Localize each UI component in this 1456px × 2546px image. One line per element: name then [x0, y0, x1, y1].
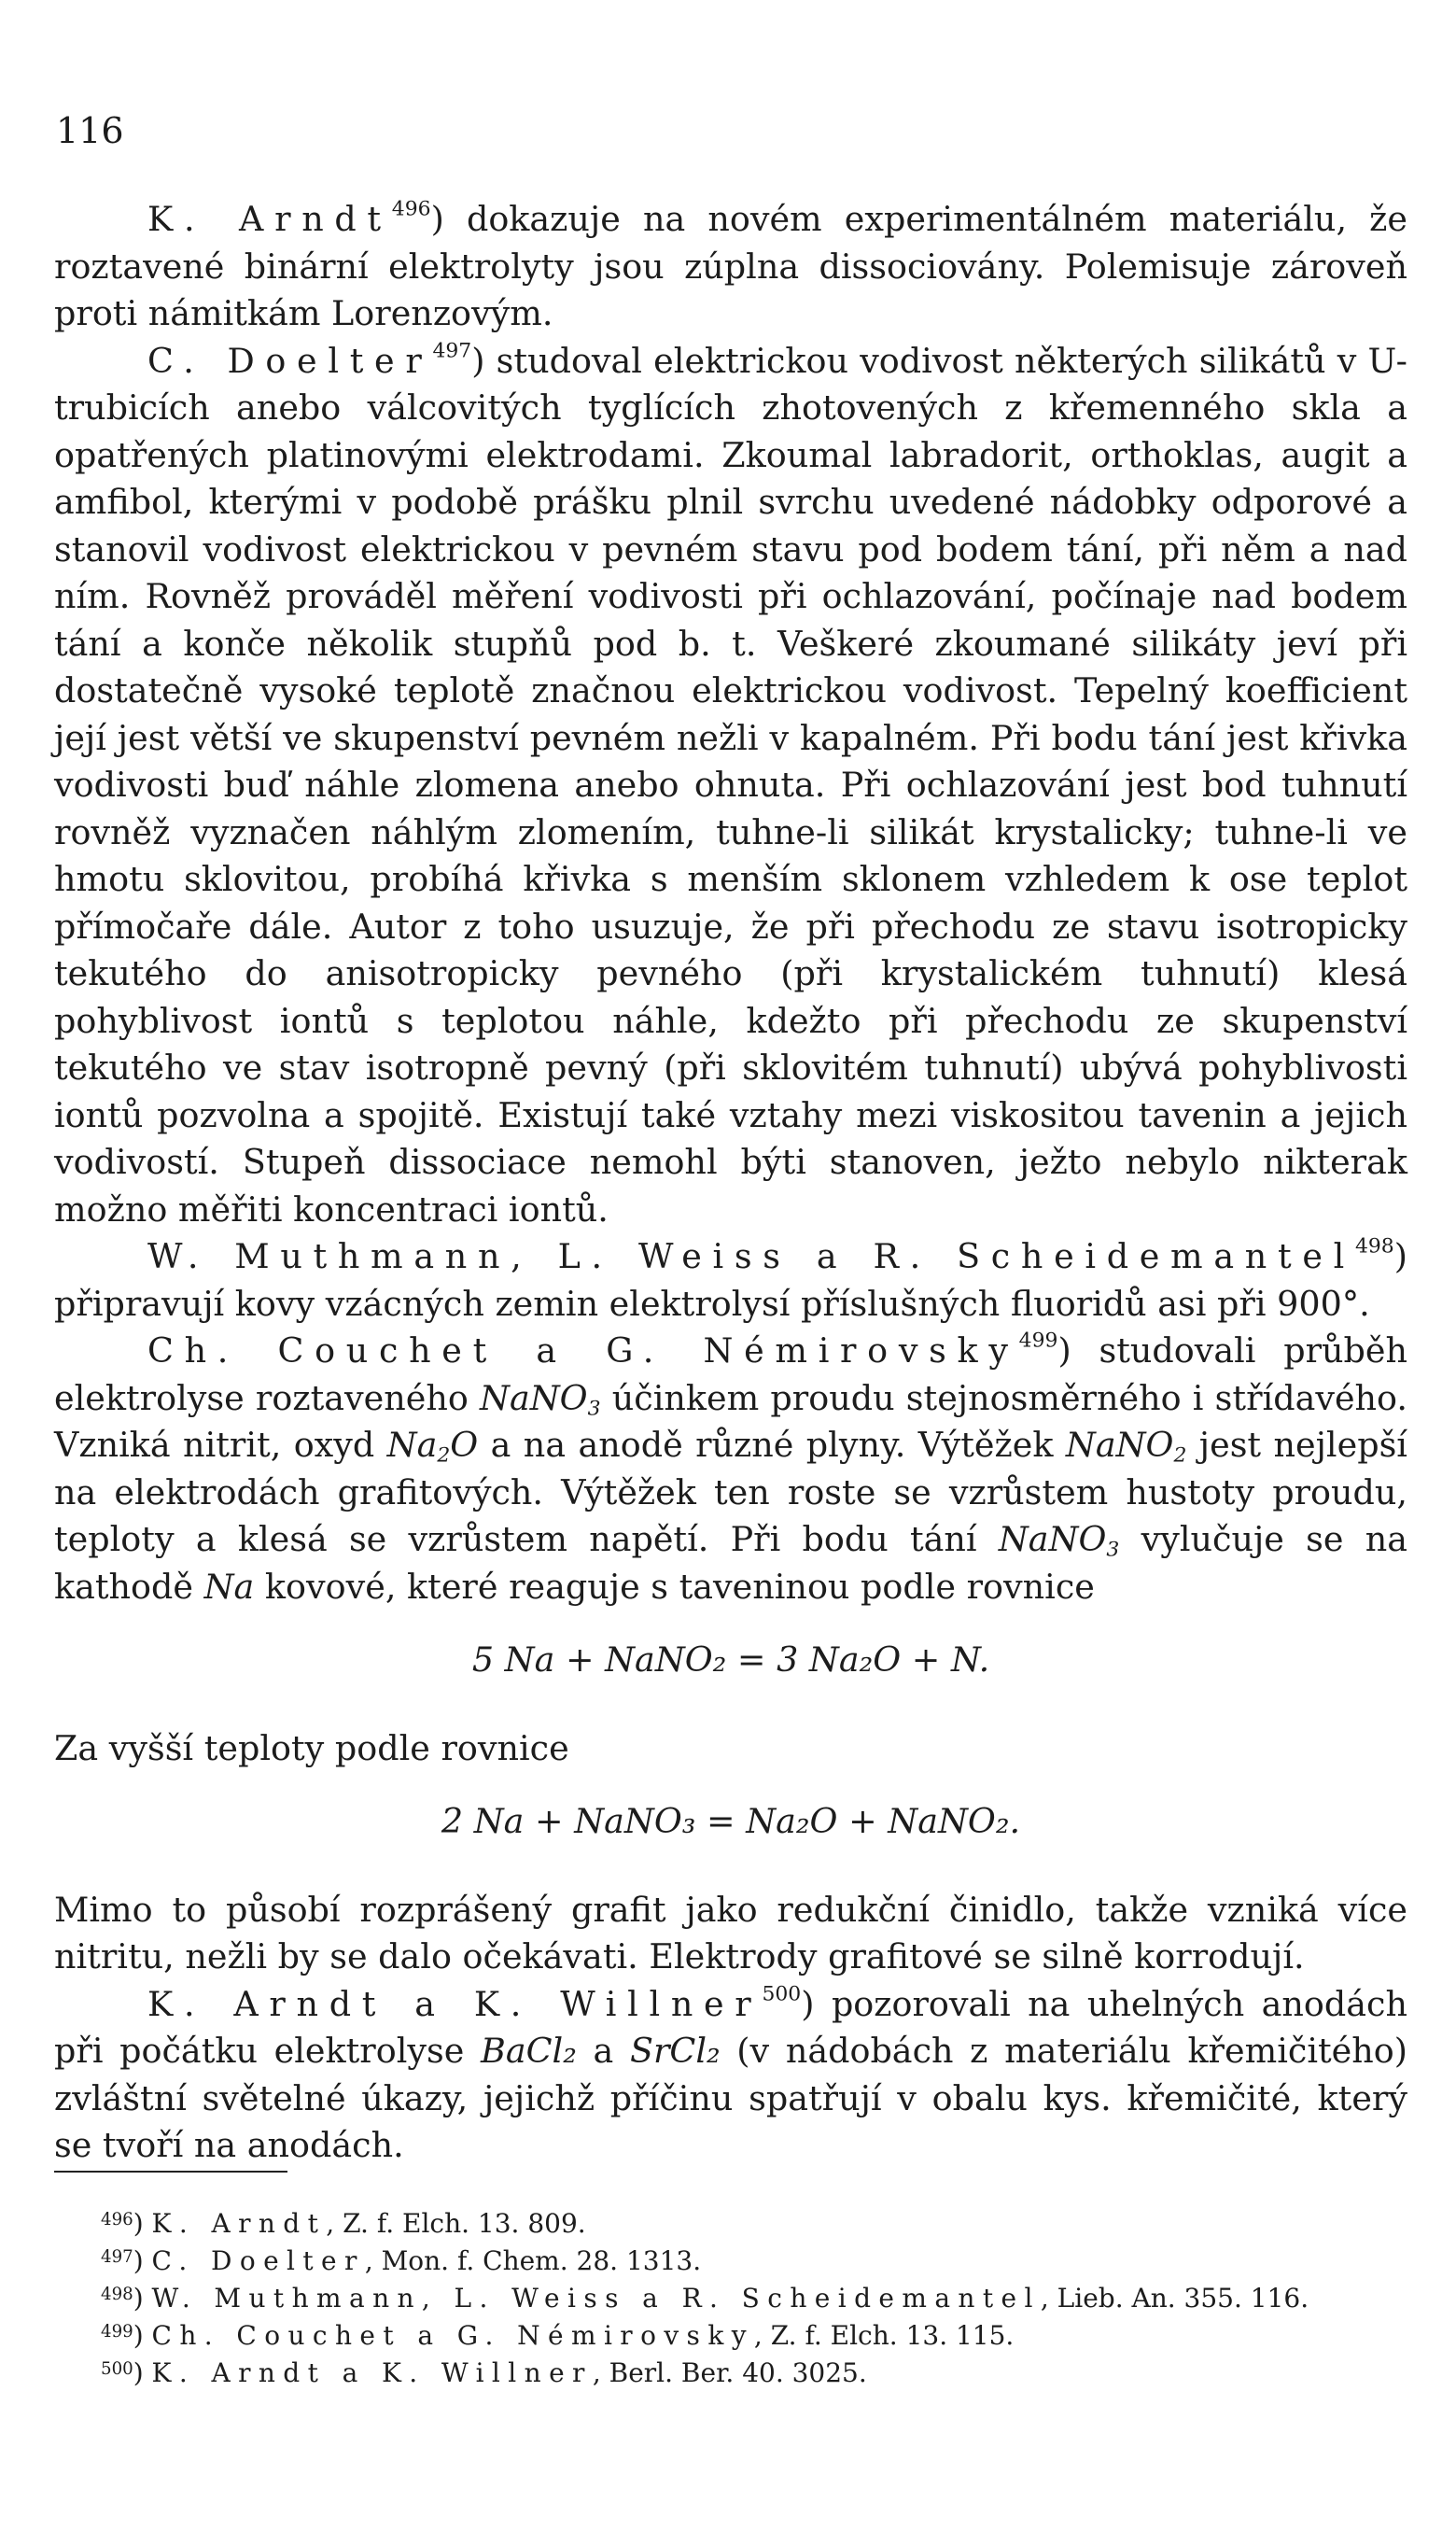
footnote-divider	[54, 2171, 287, 2173]
paragraph-couchet	[54, 1328, 1407, 1611]
formula-nano3: NaNO$_3$	[998, 1519, 1120, 1562]
author-name: K. Arndt a K. Willner	[147, 1983, 763, 2024]
formula-bacl2: BaCl₂	[481, 2031, 577, 2071]
paragraph-text: kovové, které reaguje s taveninou podle rovnice	[254, 1566, 1095, 1607]
formula-nano2: NaNO$_2$	[1065, 1425, 1187, 1468]
footnote-ref: 499	[1018, 1329, 1058, 1353]
paragraph-doelter	[54, 338, 1407, 1234]
equation-2: 2 Na + NaNO₃ = Na₂O + NaNO₂.	[441, 1801, 1021, 1841]
equation-1: 5 Na + NaNO₂ = 3 Na₂O + N.	[471, 1639, 990, 1680]
paragraph-text: ) připravují kovy vzácných zemin elektrolysí příslušných fluoridů asi při 900°.	[54, 1236, 1407, 1324]
paragraph-text: ) pozorovali na uhelných anodách při počátku elektrolyse	[54, 1983, 1407, 2071]
formula-na2o: $Na_2O$	[386, 1425, 479, 1468]
paragraph-between-equations: Za vyšší teploty podle rovnice	[54, 1727, 569, 1768]
paragraph-arndt-willner	[54, 1981, 1407, 2170]
paragraph-text: (v nádobách z materiálu křemičitého) zvláštní světelné úkazy, jejichž příčinu spatřují v obalu kys. křemičité, který se tvoří na anodách.	[54, 2031, 1407, 2165]
footnote-ref: 497	[432, 339, 472, 363]
footnotes	[54, 2205, 1407, 2392]
paragraph-text: jest nejlepší na elektrodách grafitových. Výtěžek ten roste se vzrůstem hustoty proudu, teploty a klesá se vzrůstem napětí. Při bodu tání	[54, 1425, 1407, 1559]
paragraph-after-equations: Mimo to působí rozprášený grafit jako redukční činidlo, takže vzniká více nitritu, nežli by se dalo očekávati. Elektrody grafitové se silně korrodují.	[54, 1889, 1407, 1976]
formula-srcl2: SrCl₂	[629, 2031, 721, 2071]
author-name: Ch. Couchet a G. Némirovsky	[147, 1330, 1019, 1371]
paragraph-muthmann	[54, 1233, 1407, 1328]
footnote: $^{500}$) K. Arndt a K. Willner, Berl. Ber. 40. 3025.	[101, 2357, 867, 2388]
formula-nano3: NaNO$_3$	[480, 1377, 601, 1420]
footnote-ref: 500	[762, 1982, 802, 2006]
footnote-ref: 498	[1354, 1234, 1394, 1259]
footnote-ref: 496	[391, 197, 431, 221]
footnote: $^{499}$) Ch. Couchet a G. Némirovsky, Z. f. Elch. 13. 115.	[101, 2320, 1015, 2351]
footnote: $^{498}$) W. Muthmann, L. Weiss a R. Scheidemantel, Lieb. An. 355. 116.	[101, 2283, 1309, 2314]
paragraph-text: a	[576, 2031, 630, 2071]
footnote: $^{496}$) K. Arndt, Z. f. Elch. 13. 809.	[101, 2208, 586, 2239]
paragraph-text: ) studoval elektrickou vodivost některých silikátů v U-trubicích anebo válcovitých tyglících zhotovených z křemenného skla a opatřených platinovými elektrodami. Zkoumal labradorit, orthoklas, augit a amfibol, kterými v podobě prášku plnil svrchu uvedené nádobky odporové a stanovil vodivost elektrickou v pevném stavu pod bodem tání, při něm a nad ním. Rovněž prováděl měření vodivosti při ochlazování, počínaje nad bodem tání a konče několik stupňů pod b. t. Veškeré zkoumané silikáty jeví při dostatečně vysoké teplotě značnou elektrickou vodivost. Tepelný koefficient její jest větší ve skupenství pevném nežli v kapalném. Při bodu tání jest křivka vodivosti buď náhle zlomena anebo ohnuta. Při ochlazování jest bod tuhnutí rovněž vyznačen náhlým zlomením, tuhne-li silikát krystalicky; tuhne-li ve hmotu sklovitou, probíhá křivka s menším sklonem vzhledem k ose teplot přímočaře dále. Autor z toho usuzuje, že při přechodu ze stavu isotropicky tekutého do anisotropicky pevného (při krystalickém tuhnutí) klesá pohyblivost iontů s teplotou náhle, kdežto při přechodu ze skupenství tekutého ve stav isotropně pevný (při sklovitém tuhnutí) ubývá pohyblivosti iontů pozvolna a spojitě. Existují také vztahy mezi viskositou tavenin a jejich vodivostí. Stupeň dissociace nemohl býti stanoven, ježto nebylo nikterak možno měřiti koncentraci iontů.	[54, 340, 1407, 1230]
paragraph-text: ) dokazuje na novém experimentálném materiálu, že roztavené binární elektrolyty jsou zúplna dissociovány. Polemisuje zároveň proti námitkám Lorenzovým.	[54, 199, 1408, 333]
body-text	[54, 196, 1407, 2170]
footnote: $^{497}$) C. Doelter, Mon. f. Chem. 28. 1313.	[101, 2245, 702, 2276]
paragraph-text: vylučuje se na kathodě	[54, 1519, 1407, 1607]
author-name: K. Arndt	[147, 199, 392, 239]
author-name: W. Muthmann, L. Weiss a R. Scheidemantel	[147, 1236, 1355, 1276]
page-number: 116	[56, 110, 124, 151]
formula-na: Na	[203, 1566, 255, 1607]
paragraph-arndt	[54, 196, 1407, 338]
paragraph-text: a na anodě různé plyny. Výtěžek	[478, 1425, 1066, 1465]
paragraph-text: účinkem proudu stejnosměrného i střídavého. Vzniká nitrit, oxyd	[54, 1377, 1407, 1465]
paragraph-text: ) studovali průběh elektrolyse roztaveného	[54, 1330, 1407, 1418]
author-name: C. Doelter	[147, 340, 433, 381]
